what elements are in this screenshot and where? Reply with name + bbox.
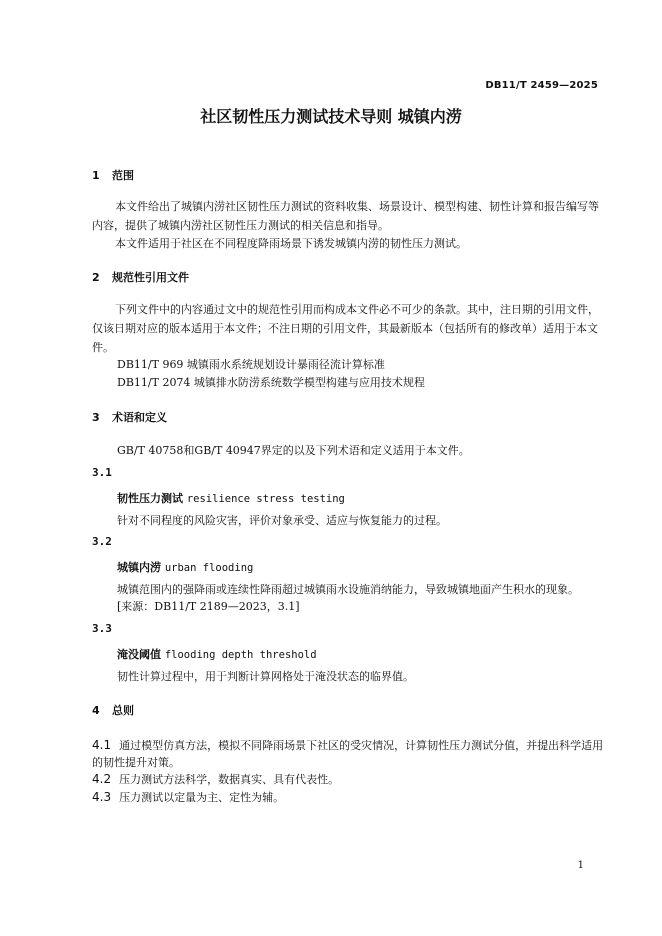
clause-4-3 [92, 789, 604, 806]
section-2-paragraph: 下列文件中的内容通过文中的规范性引用而构成本文件必不可少的条款。其中，注日期的引用文件，仅该日期对应的版本适用于本文件；不注日期的引用文件，其最新版本（包括所有的修改单）适用于本文件。 [92, 303, 599, 354]
page-number: 1 [577, 860, 584, 871]
section-title: 规范性引用文件 [112, 271, 189, 284]
section-4-heading [92, 702, 134, 718]
term-en: urban flooding [164, 562, 254, 574]
document-title: 社区韧性压力测试技术导则 城镇内涝 [200, 107, 462, 126]
clause-number: 4.1 [92, 738, 112, 752]
term-number: 3.3 [92, 622, 112, 635]
term-cn: 韧性压力测试 [117, 492, 183, 505]
clause-text: 压力测试以定量为主、定性为辅。 [119, 791, 285, 804]
section-number: 2 [92, 271, 100, 284]
clause-text: 通过模型仿真方法，模拟不同降雨场景下社区的受灾情况，计算韧性压力测试分值，并提出科学适用的韧性提升对策。 [92, 739, 604, 769]
reference-item: DB11/T 2074 城镇排水防涝系统数学模型构建与应用技术规程 [117, 376, 425, 389]
term-source: [来源：DB11/T 2189—2023，3.1] [117, 600, 300, 613]
section-2-heading [92, 269, 189, 285]
section-number: 4 [92, 704, 100, 717]
term-en: resilience stress testing [186, 493, 345, 505]
section-title: 术语和定义 [112, 411, 167, 424]
section-title: 范围 [112, 169, 134, 182]
term-definition: 针对不同程度的风险灾害，评价对象承受、适应与恢复能力的过程。 [117, 514, 447, 527]
term-number: 3.2 [92, 535, 112, 548]
term-cn: 淹没阈值 [117, 648, 161, 661]
document-number: DB11/T 2459—2025 [485, 80, 598, 91]
section-1-paragraph-1: 本文件给出了城镇内涝社区韧性压力测试的资料收集、场景设计、模型构建、韧性计算和报告编写等内容，提供了城镇内涝社区韧性压力测试的相关信息和指导。 [92, 200, 599, 232]
section-1-paragraph-2: 本文件适用于社区在不同程度降雨场景下诱发城镇内涝的韧性压力测试。 [115, 237, 467, 250]
clause-number: 4.3 [92, 790, 112, 804]
term-definition: 城镇范围内的强降雨或连续性降雨超过城镇雨水设施消纳能力，导致城镇地面产生积水的现象。 [117, 583, 579, 596]
clause-4-2 [92, 771, 604, 788]
term-number: 3.1 [92, 466, 112, 479]
reference-item: DB11/T 969 城镇雨水系统规划设计暴雨径流计算标准 [117, 358, 385, 371]
section-1-heading [92, 167, 134, 183]
term-en: flooding depth threshold [164, 649, 317, 661]
section-number: 3 [92, 411, 100, 424]
clause-number: 4.2 [92, 772, 112, 786]
term-title [117, 646, 317, 662]
section-title: 总则 [112, 704, 134, 717]
term-title [117, 490, 345, 506]
clause-4-1 [92, 737, 604, 771]
clause-text: 压力测试方法科学，数据真实、具有代表性。 [119, 773, 340, 786]
section-number: 1 [92, 169, 100, 182]
term-cn: 城镇内涝 [117, 561, 161, 574]
term-definition: 韧性计算过程中，用于判断计算网格处于淹没状态的临界值。 [117, 670, 414, 683]
section-3-intro: GB/T 40758和GB/T 40947界定的以及下列术语和定义适用于本文件。 [117, 444, 470, 457]
term-title [117, 559, 253, 575]
section-3-heading [92, 409, 167, 425]
